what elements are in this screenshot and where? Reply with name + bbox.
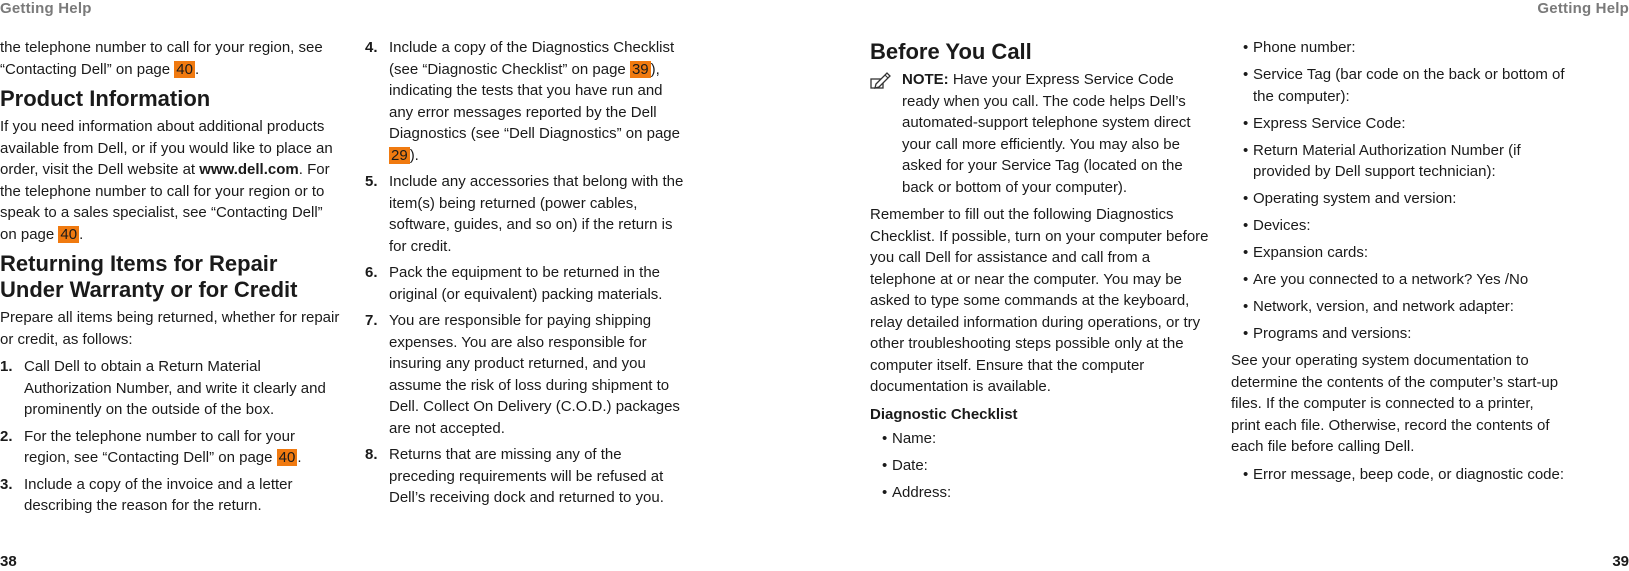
intro-paragraph	[0, 37, 340, 80]
list-item: • Service Tag (bar code on the back or bottom of the computer):	[1243, 64, 1566, 107]
remember-paragraph: Remember to fill out the following Diagnostics Checklist. If possible, turn on your computer before you call Dell for assistance and call from a telephone at or near the computer. You may be asked to type some commands at the keyboard, relay detailed information during operations, or try other troubleshooting steps possible only at the computer itself. Ensure that the computer documentation is available.	[870, 206, 1209, 395]
column-3	[870, 37, 1212, 509]
note-block	[870, 69, 1212, 198]
product-text-1: If you need information about additional products available from Dell, or if you would like to place an order, visit the Dell website at	[0, 118, 333, 178]
heading-diagnostic-checklist: Diagnostic Checklist	[870, 405, 1018, 423]
list-item: • Error message, beep code, or diagnostic code:	[1243, 464, 1566, 486]
note-label: NOTE:	[902, 71, 949, 88]
checklist-list-continued	[1231, 37, 1566, 345]
page-link-40[interactable]: 40	[60, 225, 78, 243]
step-number: 1.	[0, 358, 13, 375]
step-number: 7.	[365, 312, 378, 329]
page-number-right: 39	[1612, 553, 1629, 570]
column-4	[1231, 37, 1566, 491]
step-text: Pack the equipment to be returned in the original (or equivalent) packing materials.	[389, 264, 663, 303]
list-item: • Are you connected to a network? Yes /No	[1243, 269, 1566, 291]
product-paragraph	[0, 116, 340, 245]
step-text: Include any accessories that belong with the item(s) being returned (power cables, software, guides, and so on) if the return is for credit.	[389, 173, 684, 255]
list-item	[0, 474, 340, 517]
list-item	[0, 356, 340, 421]
return-steps-list-continued	[365, 37, 687, 509]
heading-product-information: Product Information	[0, 86, 211, 111]
step-number: 5.	[365, 173, 378, 190]
step-number: 6.	[365, 264, 378, 281]
step-number: 4.	[365, 39, 378, 56]
list-item	[365, 310, 687, 439]
intro-tail: .	[194, 60, 200, 78]
list-item	[365, 444, 687, 509]
page-link-40[interactable]: 40	[278, 449, 296, 466]
running-header-left: Getting Help	[0, 0, 92, 17]
list-item: • Name:	[882, 428, 1212, 450]
step-tail: .	[297, 449, 302, 466]
column-2	[365, 37, 687, 514]
step-text: Include a copy of the invoice and a letter describing the reason for the return.	[24, 475, 293, 514]
return-steps-list	[0, 356, 340, 517]
list-item: • Operating system and version:	[1243, 188, 1566, 210]
step-number: 8.	[365, 446, 378, 463]
step-text: You are responsible for paying shipping expenses. You are also responsible for insuring any product returned, and you assume the risk of loss during shipment to Dell. Collect On Delivery (C.O.D.) packages are not accepted.	[389, 312, 680, 437]
column-1	[0, 37, 340, 522]
step-text: For the telephone number to call for your region, see “Contacting Dell” on page	[24, 427, 295, 466]
see-documentation-paragraph: See your operating system documentation to determine the contents of the computer’s start-up files. If the computer is connected to a printer, print each file. Otherwise, record the contents of each file before calling Dell.	[1231, 352, 1559, 455]
page-link-39[interactable]: 39	[631, 60, 649, 78]
list-item: • Address:	[882, 482, 1212, 504]
list-item	[365, 262, 687, 305]
step-text: Include a copy of the Diagnostics Checklist (see “Diagnostic Checklist” on page	[389, 39, 675, 78]
list-item: • Express Service Code:	[1243, 113, 1566, 135]
step-text: Call Dell to obtain a Return Material Authorization Number, and write it clearly and prominently on the outside of the box.	[24, 358, 326, 418]
pencil-icon	[870, 71, 892, 89]
intro-text: the telephone number to call for your region, see “Contacting Dell” on page	[0, 39, 323, 78]
returning-intro: Prepare all items being returned, whether for repair or credit, as follows:	[0, 309, 340, 348]
page-link-29[interactable]: 29	[391, 146, 408, 164]
list-item: • Phone number:	[1243, 37, 1566, 59]
product-tail: .	[79, 225, 84, 243]
dell-website-link[interactable]: www.dell.com	[199, 161, 299, 178]
list-item: • Network, version, and network adapter:	[1243, 296, 1566, 318]
list-item: • Programs and versions:	[1243, 323, 1566, 345]
list-item	[0, 426, 340, 469]
page-link-40[interactable]: 40	[176, 60, 193, 78]
list-item	[365, 171, 687, 257]
step-text-2: ), indicating the tests that you have run and any error messages reported by the Dell Diagnostics (see “Dell Diagnostics” on page	[389, 60, 680, 142]
checklist-list	[870, 428, 1212, 504]
heading-before-you-call: Before You Call	[870, 39, 1032, 64]
step-number: 3.	[0, 475, 13, 493]
running-header-right: Getting Help	[1537, 0, 1629, 17]
list-item	[365, 37, 687, 166]
step-text: Returns that are missing any of the preceding requirements will be refused at Dell’s receiving dock and returned to you.	[389, 446, 664, 506]
step-number: 2.	[0, 427, 13, 445]
list-item: • Devices:	[1243, 215, 1566, 237]
checklist-list-error	[1231, 464, 1566, 486]
page-number-left: 38	[0, 553, 17, 570]
list-item: • Return Material Authorization Number (if provided by Dell support technician):	[1243, 140, 1566, 183]
product-text-2: . For the telephone number to call for your region or to speak to a sales specialist, see “Contacting Dell” on page	[0, 161, 330, 243]
list-item: • Date:	[882, 455, 1212, 477]
list-item: • Expansion cards:	[1243, 242, 1566, 264]
heading-returning-items: Returning Items for Repair Under Warranty or for Credit	[0, 251, 298, 302]
step-tail: ).	[409, 146, 419, 164]
note-text: Have your Express Service Code ready when you call. The code helps Dell’s automated-support telephone system direct your call more efficiently. You may also be asked for your Service Tag (located on the back or bottom of your computer).	[902, 71, 1191, 196]
